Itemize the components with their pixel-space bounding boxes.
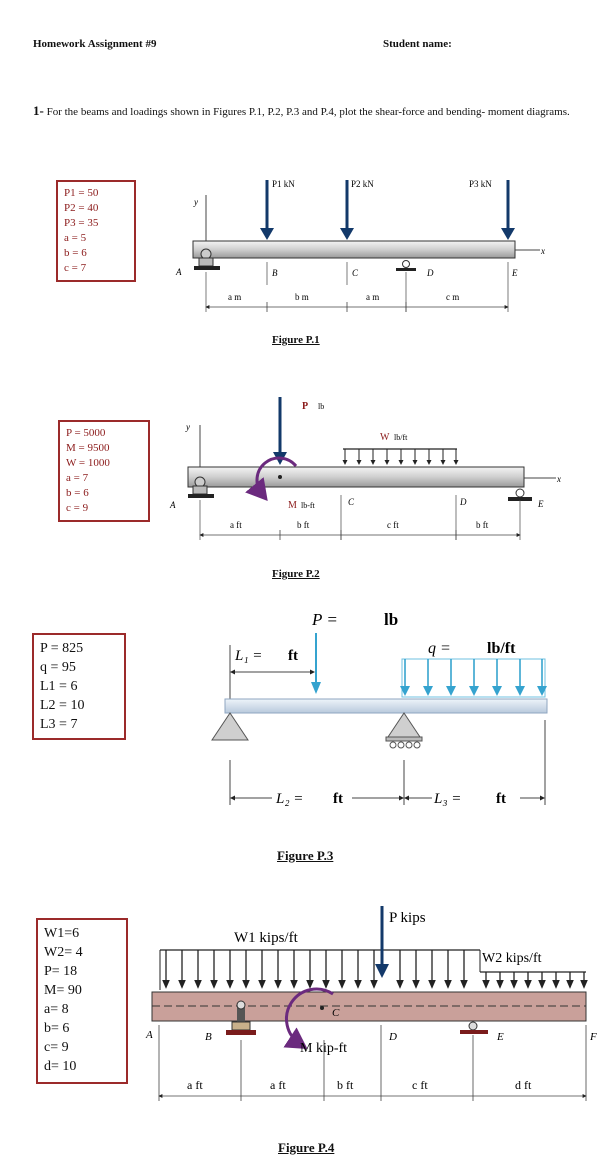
l1-unit: ft — [288, 648, 298, 664]
point-label: D — [389, 1031, 397, 1043]
moment-label: M — [288, 500, 297, 511]
beam — [225, 699, 547, 713]
param: L2 = 10 — [40, 698, 85, 713]
l2-label: L₂ = — [276, 791, 304, 807]
w2-load-arrows — [486, 972, 584, 985]
p-kips-label: P kips — [389, 910, 426, 926]
param: M= 90 — [44, 983, 82, 998]
roller-support — [460, 1022, 488, 1034]
roller-support — [386, 713, 422, 748]
param: L1 = 6 — [40, 679, 78, 694]
point-label: C — [332, 1007, 340, 1019]
dimension-label: a m — [228, 292, 242, 302]
figure-p4 — [145, 906, 597, 1101]
beam — [193, 241, 515, 258]
roller-support — [508, 489, 532, 501]
load-label-p2: P2 kN — [351, 179, 374, 189]
w2-label: W2 kips/ft — [482, 951, 542, 966]
dimension-label: a ft — [270, 1078, 286, 1092]
point-label: A — [176, 267, 182, 277]
beam — [188, 467, 524, 487]
load-arrow — [501, 180, 515, 240]
y-axis-label: y — [194, 197, 198, 207]
param: a= 8 — [44, 1002, 69, 1017]
m-label: M kip-ft — [300, 1041, 348, 1056]
p-label: P = — [312, 610, 338, 629]
l3-unit: ft — [496, 791, 506, 807]
l1-label: L₁ = — [235, 648, 263, 664]
assignment-title: Homework Assignment #9 — [33, 38, 157, 50]
distributed-load-arrows — [400, 659, 547, 696]
load-label-p: P — [302, 401, 309, 412]
point-label: A — [146, 1029, 153, 1041]
x-axis-label: x — [541, 246, 545, 256]
point-label: F — [590, 1031, 597, 1043]
load-arrow — [260, 180, 274, 240]
param: a = 7 — [66, 472, 89, 484]
figure-p3 — [212, 610, 547, 807]
distributed-load-arrows — [345, 449, 456, 463]
load-unit: lb — [318, 402, 325, 411]
param: P = 825 — [40, 641, 84, 656]
param: P1 = 50 — [64, 187, 99, 199]
dimension-label: c m — [446, 292, 460, 302]
load-arrow — [375, 906, 389, 978]
param: c = 9 — [66, 502, 89, 514]
w1-load-arrows — [166, 950, 464, 985]
param: W1=6 — [44, 926, 80, 941]
dimension-label: a ft — [187, 1078, 203, 1092]
point-label: E — [497, 1031, 504, 1043]
point-label: C — [352, 268, 359, 278]
question-body: For the beams and loadings shown in Figures P.1, P.2, P.3 and P.4, plot the shear-force and bending- moment diagrams. — [46, 106, 570, 118]
point-label: E — [512, 268, 518, 278]
load-label-p3: P3 kN — [469, 179, 492, 189]
figure-p1 — [175, 179, 545, 312]
point-label: B — [272, 268, 278, 278]
param: b = 6 — [64, 247, 87, 259]
q-unit: lb/ft — [487, 640, 516, 657]
roller-support — [396, 261, 416, 272]
question-number: 1- — [33, 103, 44, 118]
load-arrow — [311, 633, 321, 694]
dimension-label: a m — [366, 292, 380, 302]
point-label: A — [170, 500, 176, 510]
figure-caption: Figure P.2 — [272, 568, 320, 580]
dimension-label: a ft — [230, 520, 242, 530]
figure-caption: Figure P.1 — [272, 334, 320, 346]
l3-label: L₃ = — [434, 791, 462, 807]
param: P= 18 — [44, 964, 78, 979]
load-unit: lb/ft — [394, 433, 408, 442]
dimension-label: c ft — [387, 520, 399, 530]
dimension-label: d ft — [515, 1078, 532, 1092]
dimension-label: b m — [295, 292, 309, 302]
w1-label: W1 kips/ft — [234, 930, 298, 946]
p-unit: lb — [384, 610, 399, 629]
param: L3 = 7 — [40, 717, 78, 732]
load-label-p1: P1 kN — [272, 179, 295, 189]
point-label: B — [205, 1031, 212, 1043]
x-axis-label: x — [557, 474, 561, 484]
param: P3 = 35 — [64, 217, 99, 229]
load-arrow — [340, 180, 354, 240]
param: M = 9500 — [66, 442, 110, 454]
param: b= 6 — [44, 1021, 70, 1036]
dimension-label: b ft — [297, 520, 310, 530]
point-label: D — [427, 268, 434, 278]
param: W = 1000 — [66, 457, 110, 469]
student-name-label: Student name: — [383, 38, 452, 50]
moment-unit: lb-ft — [301, 501, 315, 510]
param: P = 5000 — [66, 427, 106, 439]
point-label: D — [460, 497, 467, 507]
point-label: C — [348, 497, 355, 507]
dimension-label: c ft — [412, 1078, 428, 1092]
load-arrow — [273, 397, 287, 465]
l2-unit: ft — [333, 791, 343, 807]
q-label: q = — [428, 640, 451, 657]
param: W2= 4 — [44, 945, 83, 960]
param: a = 5 — [64, 232, 87, 244]
dimension-label: b ft — [337, 1078, 354, 1092]
figure-p2 — [169, 397, 561, 540]
param: b = 6 — [66, 487, 89, 499]
point-label: E — [538, 499, 544, 509]
param: q = 95 — [40, 660, 76, 675]
load-label-w: W — [380, 432, 390, 443]
y-axis-label: y — [186, 422, 190, 432]
param: c= 9 — [44, 1040, 69, 1055]
dimension-label: b ft — [476, 520, 489, 530]
figure-caption: Figure P.4 — [278, 1140, 335, 1155]
figure-caption: Figure P.3 — [277, 848, 334, 863]
param: P2 = 40 — [64, 202, 99, 214]
param: c = 7 — [64, 262, 87, 274]
param: d= 10 — [44, 1059, 77, 1074]
pin-support — [212, 713, 248, 740]
